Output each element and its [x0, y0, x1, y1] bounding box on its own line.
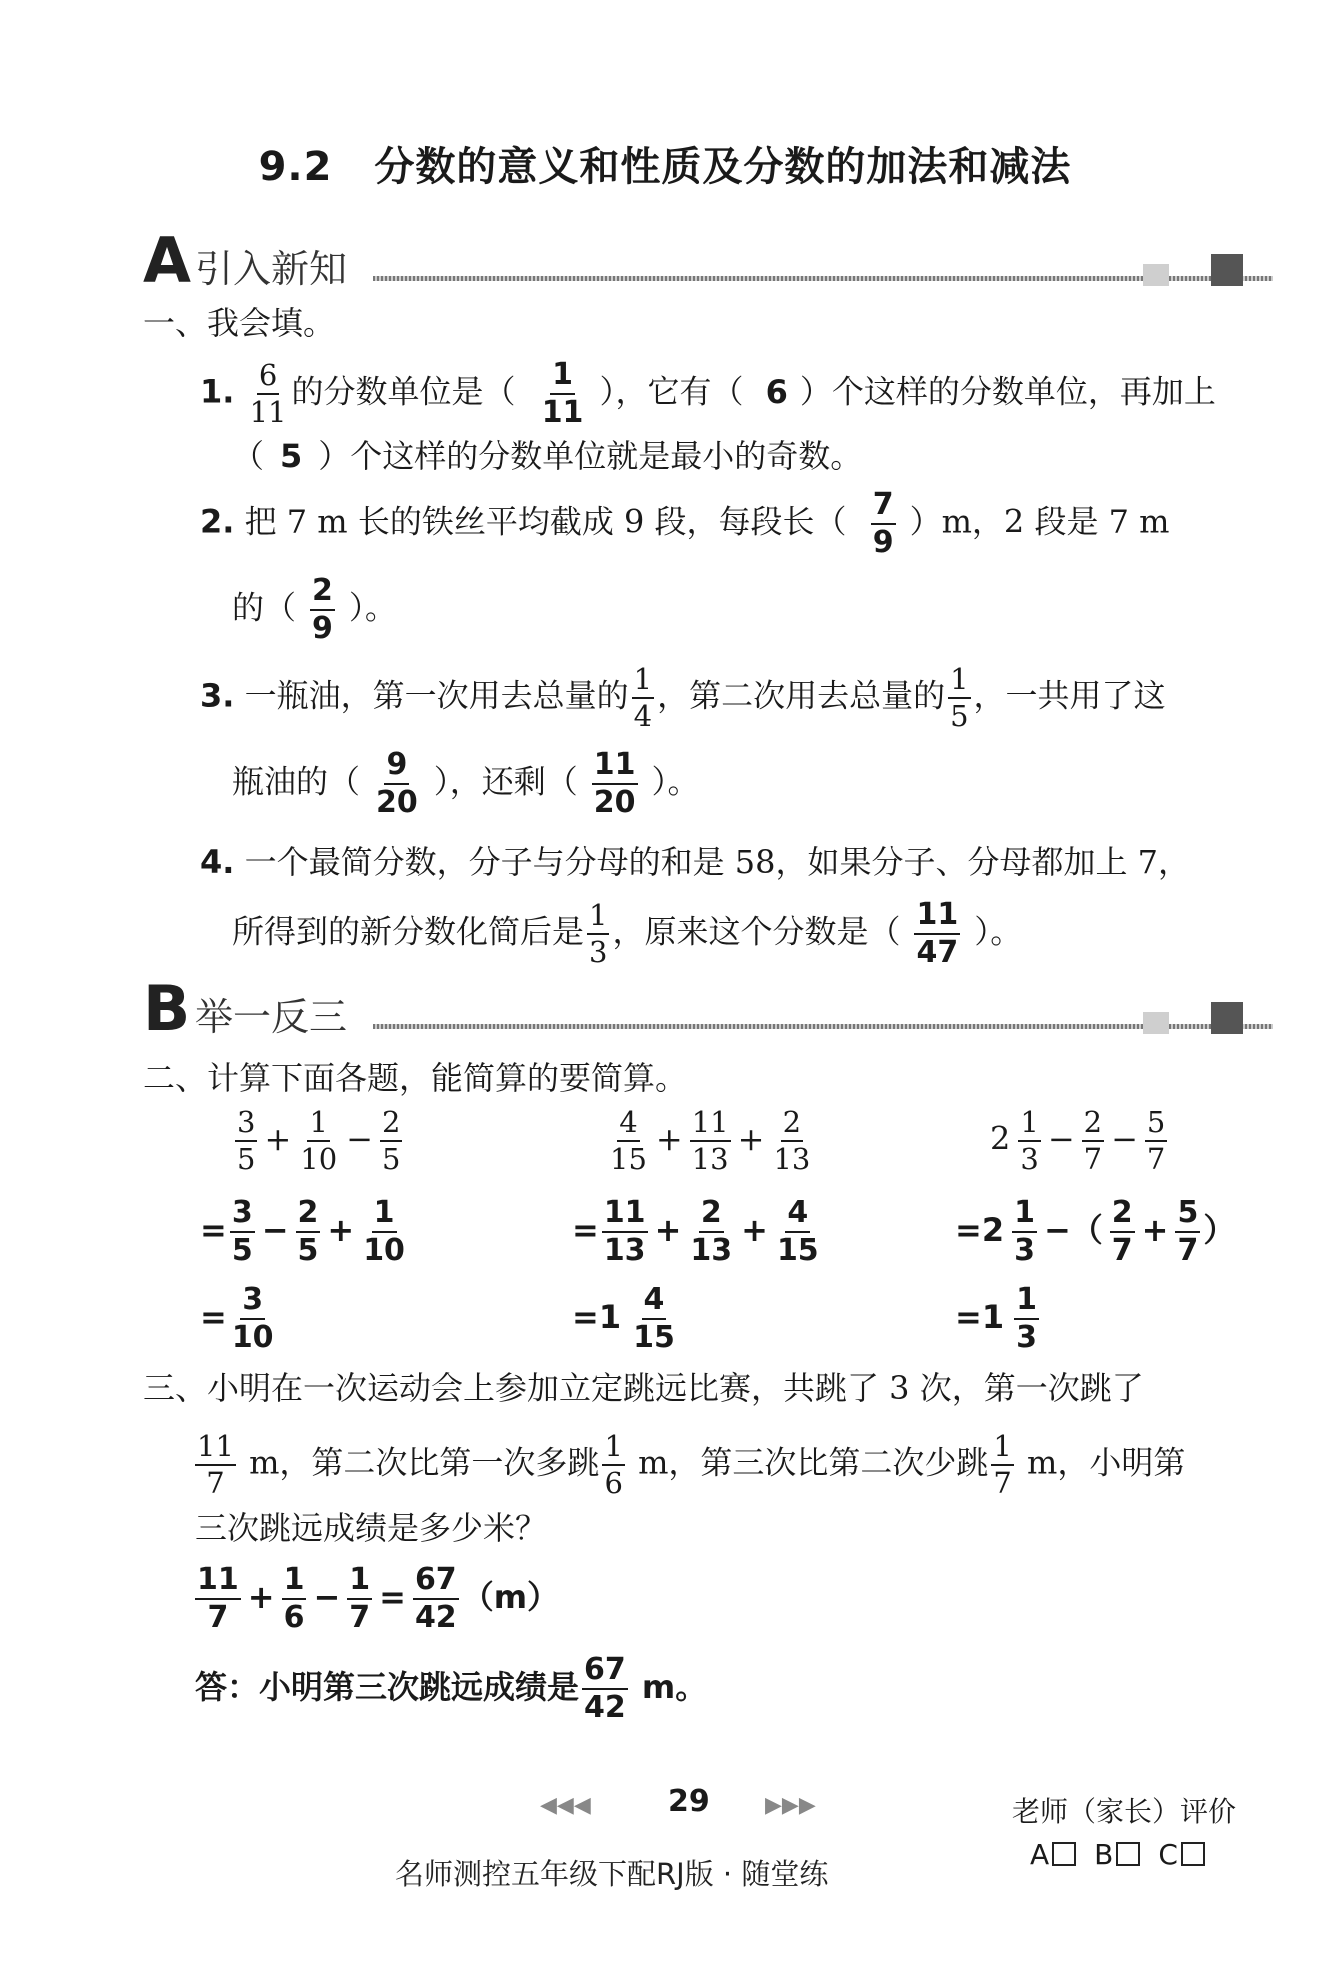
checkbox-a[interactable]: [1052, 1842, 1076, 1866]
calc-1-result: = $\frac{3}{10}$: [200, 1282, 274, 1355]
next-arrows-icon: ▶▶▶: [765, 1793, 816, 1818]
calc-2-step1: = $\frac{11}{13}$ + $\frac{2}{13}$ + $\frac{4}{15}$: [572, 1195, 819, 1268]
page-title: [0, 135, 1330, 192]
answer-fraction: $\frac{2}{9}$: [312, 573, 333, 646]
section-b-header: [143, 972, 1273, 1045]
section-b-letter: B: [143, 972, 191, 1045]
calc-1-problem: $\frac{3}{5}$ + $\frac{1}{10}$ − $\frac{2}{5}$: [237, 1105, 401, 1176]
calc-2-problem: $\frac{4}{15}$ + $\frac{11}{13}$ + $\frac{2}{13}$: [610, 1105, 811, 1176]
checkbox-b[interactable]: [1116, 1842, 1140, 1866]
question-4-line2: 所得到的新分数化简后是 $\frac{1}{3}$ ，原来这个分数是（ $\frac{11}{47}$ ）。: [232, 897, 1023, 970]
section-divider: [373, 1024, 1273, 1029]
evaluation-label: 老师（家长）评价: [1012, 1795, 1237, 1828]
part3-line1: 三、小明在一次运动会上参加立定跳远比赛，共跳了 3 次，第一次跳了: [143, 1369, 1144, 1407]
decor-square: [1143, 1012, 1169, 1034]
section-title: 分数的意义和性质及分数的加法和减法: [374, 144, 1072, 190]
answer-fraction: $\frac{11}{20}$: [593, 747, 636, 820]
calc-3-step1: =2 $\frac{1}{3}$ −（ $\frac{2}{7}$ + $\frac{5}{7}$ ）: [955, 1195, 1236, 1268]
section-a-label: 引入新知: [195, 247, 348, 291]
answer-value: 5: [280, 437, 303, 475]
answer-value: 6: [765, 372, 788, 411]
decor-square-dark: [1211, 1002, 1243, 1034]
part2-heading: 二、计算下面各题，能简算的要简算。: [143, 1059, 688, 1097]
part3-equation: $\frac{11}{7}$ + $\frac{1}{6}$ − $\frac{1}{7}$ = $\frac{67}{42}$ （m）: [197, 1562, 560, 1635]
fraction: $\frac{1}{5}$: [950, 662, 969, 733]
part3-line2: $\frac{11}{7}$ m，第二次比第一次多跳 $\frac{1}{6}$ m，第三次比第二次少跳 $\frac{1}{7}$ m，小明第: [197, 1429, 1186, 1500]
section-b-label: 举一反三: [195, 995, 348, 1039]
answer-fraction: $\frac{7}{9}$: [872, 487, 894, 560]
question-2-line2: 的（ $\frac{2}{9}$ ）。: [232, 573, 397, 646]
part3-answer: 答：小明第三次跳远成绩是 $\frac{67}{42}$ m。: [195, 1652, 708, 1725]
checkbox-c[interactable]: [1181, 1842, 1205, 1866]
part3-line3: 三次跳远成绩是多少米？: [195, 1509, 548, 1547]
fraction: $\frac{1}{4}$: [633, 662, 653, 733]
book-title: 名师测控五年级下配RJ版 · 随堂练: [395, 1857, 829, 1891]
question-3-line1: 3. 一瓶油，第一次用去总量的 $\frac{1}{4}$ ，第二次用去总量的 $\frac{1}{5}$ ，一共用了这: [200, 662, 1166, 733]
fraction: $\frac{6}{11}$: [249, 358, 287, 429]
section-divider: [373, 276, 1273, 281]
question-1-line1: 1. $\frac{6}{11}$ 的分数单位是（ $\frac{1}{11}$ ），它有（ 6 ）个这样的分数单位，再加上: [200, 357, 1216, 430]
part1-heading: 一、我会填。: [143, 304, 336, 342]
decor-square-dark: [1211, 254, 1243, 286]
prev-arrows-icon: ◀◀◀: [540, 1793, 591, 1818]
answer-fraction: $\frac{1}{11}$: [541, 357, 584, 430]
answer-fraction: $\frac{11}{47}$: [916, 897, 959, 970]
answer-fraction: $\frac{9}{20}$: [376, 747, 418, 820]
question-2-line1: 2. 把 7 m 长的铁丝平均截成 9 段，每段长（ $\frac{7}{9}$ ）m，2 段是 7 m: [200, 487, 1170, 560]
question-1-line2: （ 5 ）个这样的分数单位就是最小的奇数。: [232, 437, 863, 475]
calc-2-result: =1 $\frac{4}{15}$: [572, 1282, 675, 1355]
question-3-line2: 瓶油的（ $\frac{9}{20}$ ），还剩（ $\frac{11}{20}$ ）。: [232, 747, 700, 820]
page-number: 29: [668, 1784, 710, 1819]
section-number: 9.2: [258, 144, 333, 190]
calc-3-problem: 2 $\frac{1}{3}$ − $\frac{2}{7}$ − $\frac{5}{7}$: [990, 1105, 1166, 1176]
question-4-line1: 4. 一个最简分数，分子与分母的和是 58，如果分子、分母都加上 7，: [200, 843, 1191, 881]
fraction: $\frac{1}{3}$: [589, 898, 608, 969]
calc-1-step1: = $\frac{3}{5}$ − $\frac{2}{5}$ + $\frac{1}{10}$: [200, 1195, 405, 1268]
section-a-header: [143, 224, 1273, 297]
calc-3-result: =1 $\frac{1}{3}$: [955, 1282, 1037, 1355]
decor-square: [1143, 264, 1169, 286]
evaluation-options: A B C: [1030, 1838, 1223, 1871]
section-a-letter: A: [143, 224, 191, 297]
